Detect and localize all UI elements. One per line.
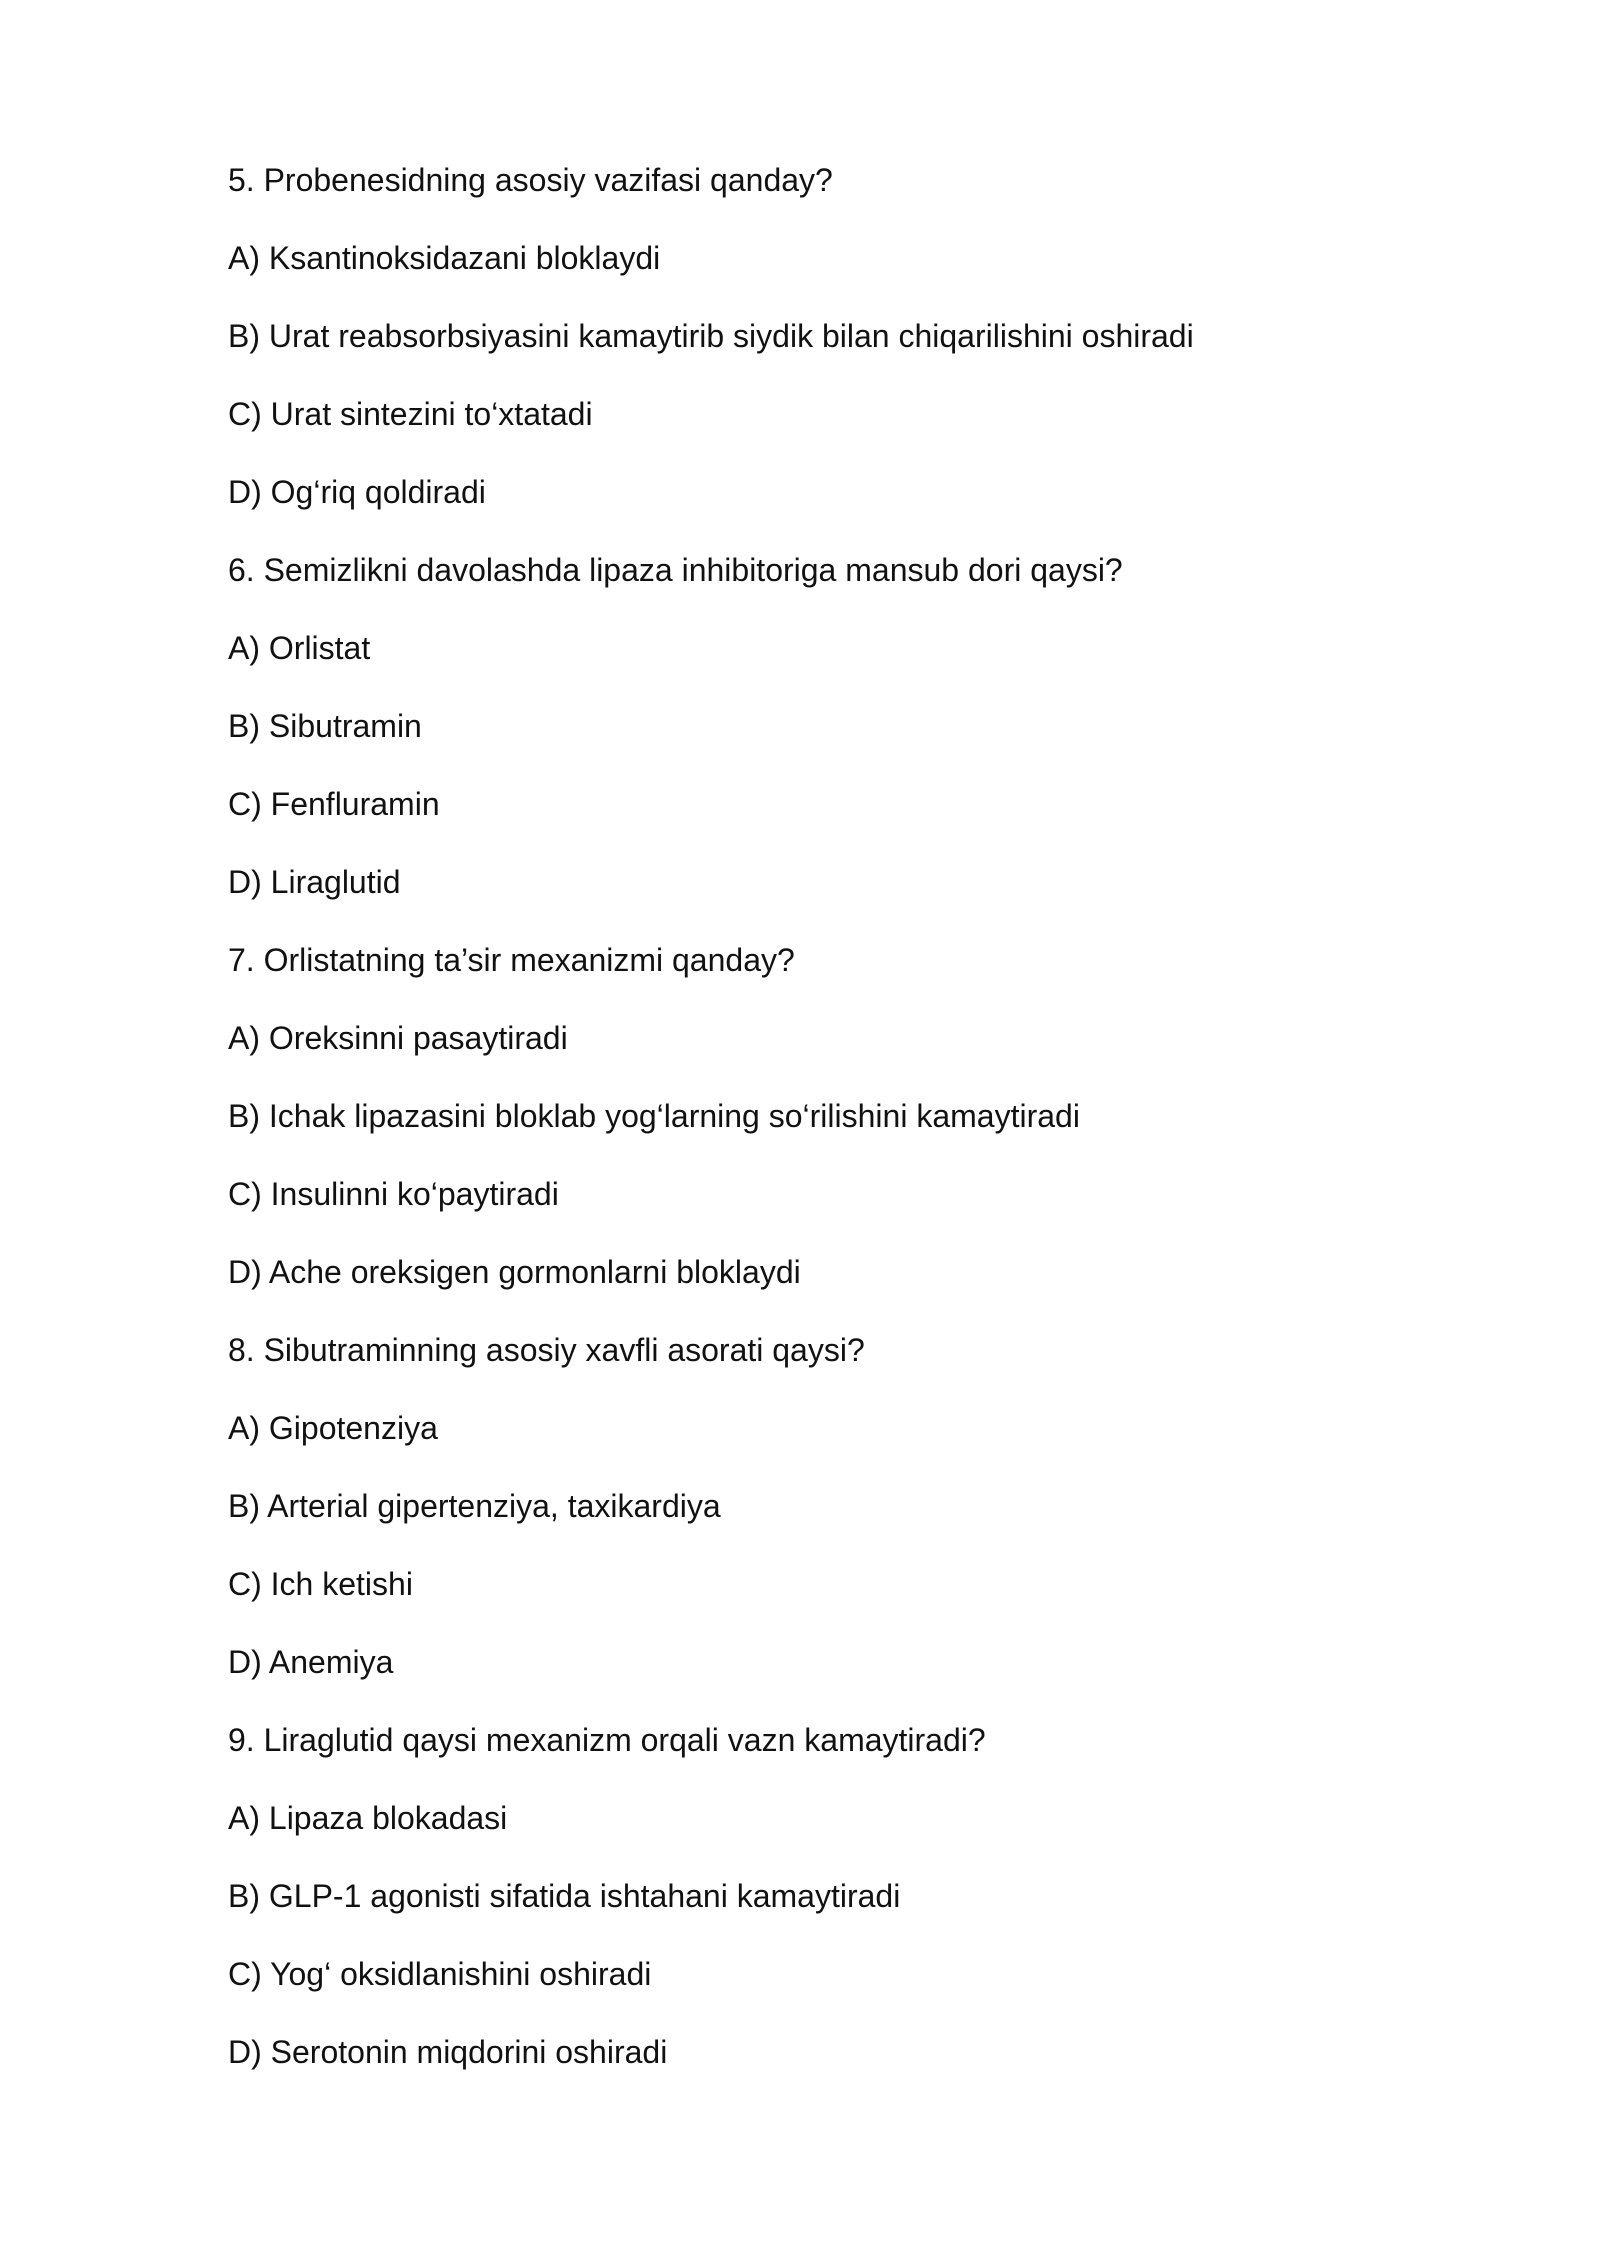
question-text: 6. Semizlikni davolashda lipaza inhibitoriga mansub dori qaysi?	[228, 552, 1123, 588]
answer-option-d: D) Ache oreksigen gormonlarni bloklaydi	[228, 1254, 801, 1290]
question-text: 5. Probenesidning asosiy vazifasi qanday?	[228, 162, 833, 198]
question-block-7	[228, 921, 1528, 1311]
answer-option-a: A) Ksantinoksidazani bloklaydi	[228, 240, 661, 276]
question-text: 7. Orlistatning ta’sir mexanizmi qanday?	[228, 942, 795, 978]
answer-option-a: A) Lipaza blokadasi	[228, 1800, 508, 1836]
question-list	[228, 141, 1528, 2091]
answer-option-a: A) Orlistat	[228, 630, 371, 666]
answer-option-c: C) Ich ketishi	[228, 1566, 413, 1602]
question-text: 9. Liraglutid qaysi mexanizm orqali vazn kamaytiradi?	[228, 1722, 986, 1758]
answer-option-b: B) Arterial gipertenziya, taxikardiya	[228, 1488, 721, 1524]
question-block-8	[228, 1311, 1528, 1701]
answer-option-a: A) Gipotenziya	[228, 1410, 438, 1446]
question-block-9	[228, 1701, 1528, 2091]
answer-option-d: D) Anemiya	[228, 1644, 394, 1680]
answer-option-d: D) Serotonin miqdorini oshiradi	[228, 2034, 668, 2070]
answer-option-b: B) Ichak lipazasini bloklab yog‘larning so‘rilishini kamaytiradi	[228, 1098, 1080, 1134]
answer-option-d: D) Liraglutid	[228, 864, 401, 900]
answer-option-a: A) Oreksinni pasaytiradi	[228, 1020, 568, 1056]
question-block-6	[228, 531, 1528, 921]
answer-option-c: C) Insulinni ko‘paytiradi	[228, 1176, 559, 1212]
answer-option-b: B) Sibutramin	[228, 708, 422, 744]
question-block-5	[228, 141, 1528, 531]
answer-option-b: B) GLP-1 agonisti sifatida ishtahani kamaytiradi	[228, 1878, 901, 1914]
question-text: 8. Sibutraminning asosiy xavfli asorati qaysi?	[228, 1332, 865, 1368]
answer-option-c: C) Urat sintezini to‘xtatadi	[228, 396, 593, 432]
answer-option-c: C) Yog‘ oksidlanishini oshiradi	[228, 1956, 652, 1992]
answer-option-d: D) Og‘riq qoldiradi	[228, 474, 486, 510]
answer-option-b: B) Urat reabsorbsiyasini kamaytirib siydik bilan chiqarilishini oshiradi	[228, 318, 1194, 354]
answer-option-c: C) Fenfluramin	[228, 786, 440, 822]
